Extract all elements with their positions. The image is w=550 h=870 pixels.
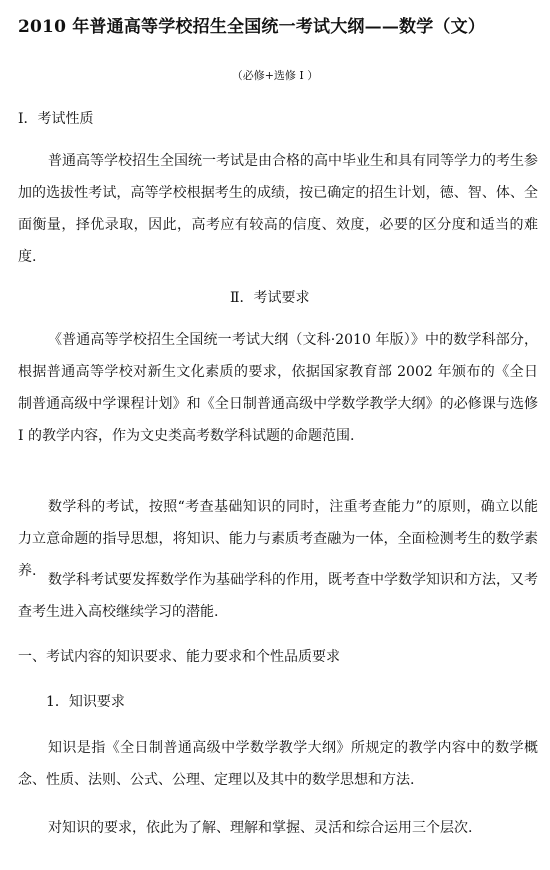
section-heading-exam-nature: Ⅰ．考试性质 [18,111,94,127]
paragraph-exam-scope: 《普通高等学校招生全国统一考试大纲（文科·2010 年版）》中的数学科部分，根据普通高等学校对新生文化素质的要求，依据国家教育部 2002 年颁布的《全日制普通高级中学课程计划》和《全日制普通高级中学数学教学大纲》的必修课与选修 I 的教学内容，作为文史类高考数学科试题的命题范围. [18,332,538,444]
document-title: 2010 年普通高等学校招生全国统一考试大纲——数学（文） [18,17,486,37]
subsection-heading-knowledge: 1．知识要求 [46,694,125,710]
document-subtitle: （必修+选修 I ） [231,69,319,82]
paragraph-exam-nature: 普通高等学校招生全国统一考试是由合格的高中毕业生和具有同等学力的考生参加的选拔性考试，高等学校根据考生的成绩，按已确定的招生计划，德、智、体、全面衡量，择优录取，因此，高考应有较高的信度、效度，必要的区分度和适当的难度. [18,153,538,265]
paragraph-exam-purpose: 数学科考试要发挥数学作为基础学科的作用，既考查中学数学知识和方法，又考查考生进入高校继续学习的潜能. [18,572,538,620]
paragraph-knowledge-definition: 知识是指《全日制普通高级中学数学教学大纲》所规定的教学内容中的数学概念、性质、法则、公式、公理、定理以及其中的数学思想和方法. [18,740,538,788]
paragraph-exam-principle: 数学科的考试，按照“考查基础知识的同时，注重考查能力”的原则，确立以能力立意命题的指导思想，将知识、能力与素质考查融为一体，全面检测考生的数学素养. [18,499,538,579]
paragraph-knowledge-levels: 对知识的要求，依此为了解、理解和掌握、灵活和综合运用三个层次. [48,820,473,836]
section-heading-exam-requirements: Ⅱ．考试要求 [230,290,310,306]
section-heading-content-requirements: 一、考试内容的知识要求、能力要求和个性品质要求 [18,649,340,665]
